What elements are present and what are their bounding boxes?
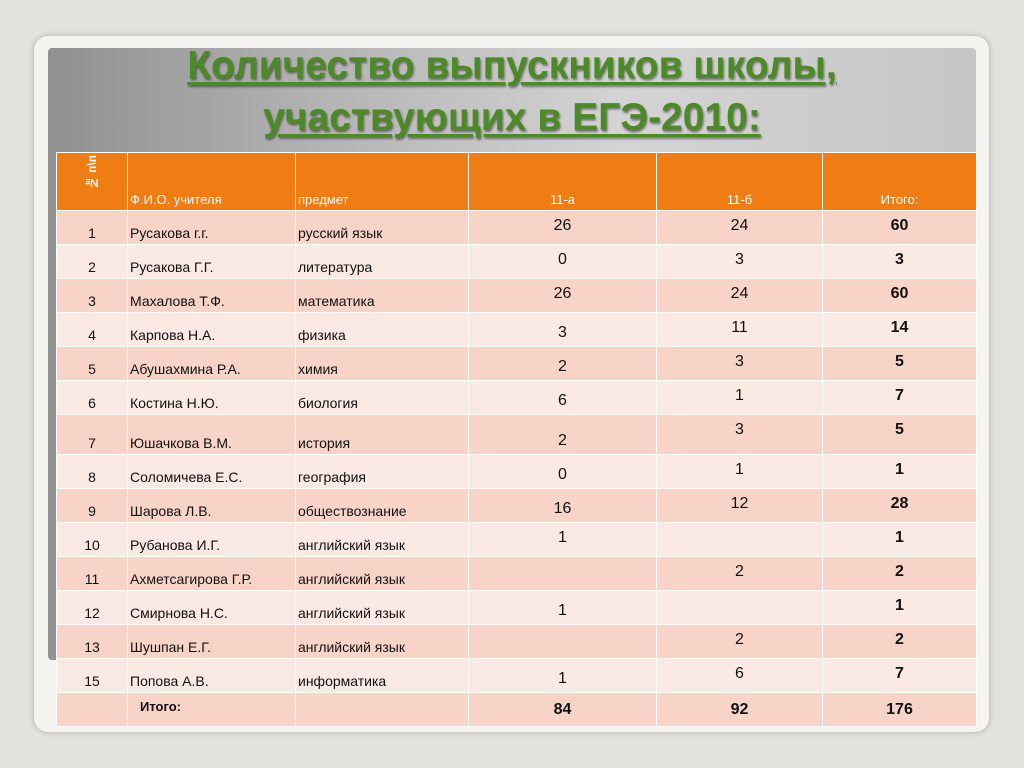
count-11a: 16 (469, 489, 657, 523)
table-row (57, 591, 977, 625)
count-11b: 2 (657, 625, 823, 659)
row-number: 15 (57, 659, 128, 693)
table-row (57, 659, 977, 693)
subject-name: биология (296, 381, 469, 415)
count-11b: 1 (657, 381, 823, 415)
slide-title-line-2: участвующих в ЕГЭ-2010: (263, 96, 761, 139)
row-total: 60 (823, 211, 977, 245)
row-number: 1 (57, 211, 128, 245)
count-11a: 1 (469, 659, 657, 693)
table-row (57, 245, 977, 279)
total-11b: 92 (657, 693, 823, 727)
subject-name: литература (296, 245, 469, 279)
subject-name: английский язык (296, 523, 469, 557)
subject-name: английский язык (296, 557, 469, 591)
count-11a: 0 (469, 245, 657, 279)
table-row (57, 415, 977, 455)
teacher-name: Ахметсагирова Г.Р. (128, 557, 296, 591)
teacher-name: Костина Н.Ю. (128, 381, 296, 415)
results-table (56, 152, 977, 727)
total-11a: 84 (469, 693, 657, 727)
count-11b: 6 (657, 659, 823, 693)
table-row (57, 455, 977, 489)
totals-number-cell (57, 693, 128, 727)
count-11b: 3 (657, 245, 823, 279)
teacher-name: Махалова Т.Ф. (128, 279, 296, 313)
header-number (57, 153, 128, 211)
totals-label: Итого: (128, 693, 296, 727)
teacher-name: Рубанова И.Г. (128, 523, 296, 557)
totals-row (57, 693, 977, 727)
row-number: 4 (57, 313, 128, 347)
slide-title-line-1: Количество выпускников школы, (187, 44, 837, 87)
row-number: 13 (57, 625, 128, 659)
teacher-name: Карпова Н.А. (128, 313, 296, 347)
subject-name: химия (296, 347, 469, 381)
count-11b: 24 (657, 211, 823, 245)
teacher-name: Шарова Л.В. (128, 489, 296, 523)
slide-title (48, 40, 976, 144)
row-number: 11 (57, 557, 128, 591)
teacher-name: Абушахмина Р.А. (128, 347, 296, 381)
table-row (57, 279, 977, 313)
header-number-label: № п\п (85, 155, 99, 191)
teacher-name: Русакова г.г. (128, 211, 296, 245)
count-11b: 2 (657, 557, 823, 591)
table-row (57, 211, 977, 245)
count-11b: 12 (657, 489, 823, 523)
row-number: 5 (57, 347, 128, 381)
row-total: 5 (823, 347, 977, 381)
header-class-11b: 11-б (657, 153, 823, 211)
row-number: 2 (57, 245, 128, 279)
header-total: Итого: (823, 153, 977, 211)
totals-subject-cell (296, 693, 469, 727)
row-number: 3 (57, 279, 128, 313)
row-total: 2 (823, 625, 977, 659)
row-number: 12 (57, 591, 128, 625)
subject-name: обществознание (296, 489, 469, 523)
row-total: 1 (823, 455, 977, 489)
teacher-name: Соломичева Е.С. (128, 455, 296, 489)
subject-name: математика (296, 279, 469, 313)
count-11a: 2 (469, 347, 657, 381)
table-row (57, 347, 977, 381)
header-class-11a: 11-а (469, 153, 657, 211)
row-total: 7 (823, 381, 977, 415)
row-total: 1 (823, 523, 977, 557)
header-subject: предмет (296, 153, 469, 211)
count-11b (657, 523, 823, 557)
teacher-name: Попова А.В. (128, 659, 296, 693)
table-row (57, 523, 977, 557)
count-11a (469, 557, 657, 591)
table-row (57, 557, 977, 591)
count-11a: 1 (469, 591, 657, 625)
row-total: 60 (823, 279, 977, 313)
count-11b: 24 (657, 279, 823, 313)
count-11a: 6 (469, 381, 657, 415)
subject-name: география (296, 455, 469, 489)
count-11a: 2 (469, 415, 657, 455)
count-11b: 1 (657, 455, 823, 489)
teacher-name: Смирнова Н.С. (128, 591, 296, 625)
subject-name: русский язык (296, 211, 469, 245)
count-11a: 26 (469, 211, 657, 245)
row-number: 6 (57, 381, 128, 415)
subject-name: английский язык (296, 625, 469, 659)
count-11a: 0 (469, 455, 657, 489)
subject-name: английский язык (296, 591, 469, 625)
count-11b: 3 (657, 347, 823, 381)
subject-name: история (296, 415, 469, 455)
row-number: 9 (57, 489, 128, 523)
grand-total: 176 (823, 693, 977, 727)
count-11b (657, 591, 823, 625)
row-total: 7 (823, 659, 977, 693)
row-number: 8 (57, 455, 128, 489)
count-11a: 1 (469, 523, 657, 557)
count-11a: 3 (469, 313, 657, 347)
row-number: 7 (57, 415, 128, 455)
count-11a: 26 (469, 279, 657, 313)
count-11b: 11 (657, 313, 823, 347)
teacher-name: Русакова Г.Г. (128, 245, 296, 279)
row-total: 3 (823, 245, 977, 279)
table-header-row (57, 153, 977, 211)
subject-name: информатика (296, 659, 469, 693)
row-total: 1 (823, 591, 977, 625)
subject-name: физика (296, 313, 469, 347)
table-row (57, 381, 977, 415)
table-row (57, 313, 977, 347)
row-total: 5 (823, 415, 977, 455)
count-11a (469, 625, 657, 659)
teacher-name: Юшачкова В.М. (128, 415, 296, 455)
teacher-name: Шушпан Е.Г. (128, 625, 296, 659)
row-total: 14 (823, 313, 977, 347)
table-row (57, 625, 977, 659)
row-total: 28 (823, 489, 977, 523)
row-number: 10 (57, 523, 128, 557)
table-row (57, 489, 977, 523)
row-total: 2 (823, 557, 977, 591)
count-11b: 3 (657, 415, 823, 455)
header-teacher: Ф.И.О. учителя (128, 153, 296, 211)
